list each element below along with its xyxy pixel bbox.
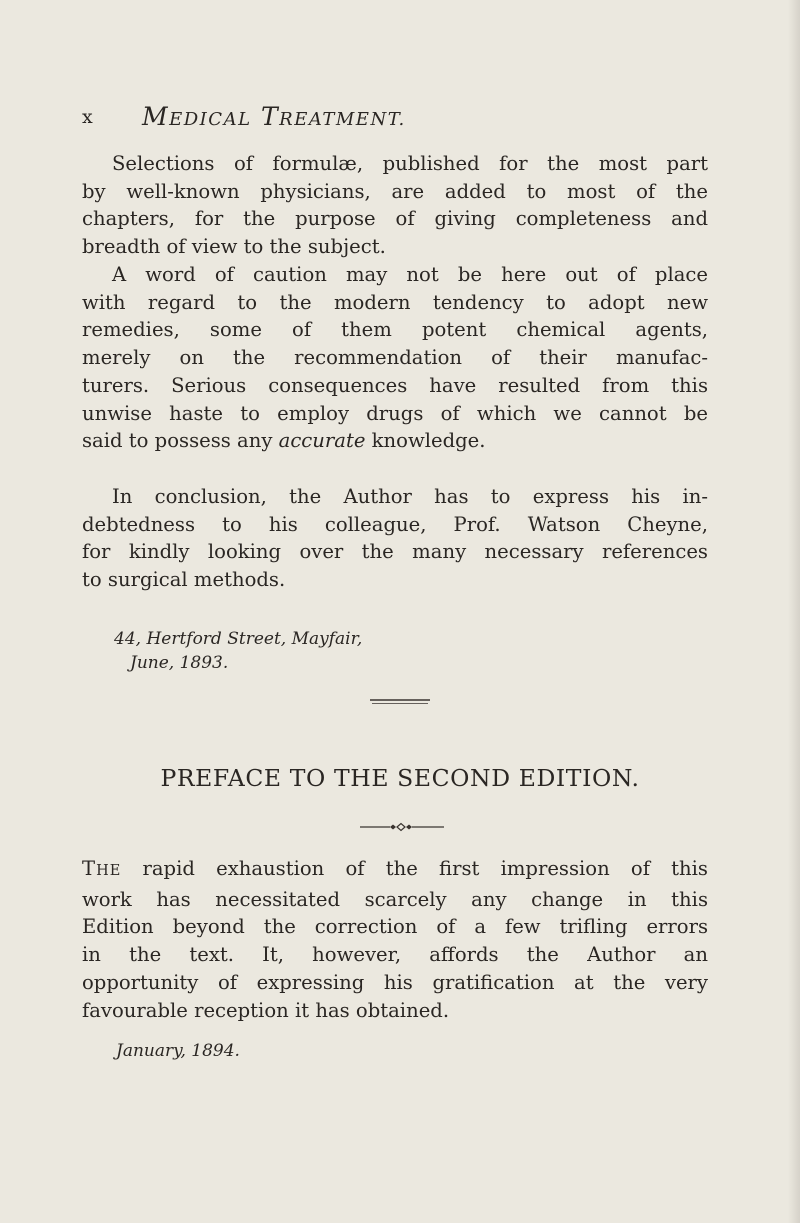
text-line: turers. Serious consequences have resulted from this — [82, 373, 708, 397]
text-line: chapters, for the purpose of giving completeness and — [82, 207, 708, 231]
second-edition-date: January, 1894. — [116, 1041, 240, 1061]
small-caps-rest: HE — [96, 863, 122, 879]
text-line: in the text. It, however, affords the Author an — [82, 943, 708, 967]
small-caps-the — [82, 857, 122, 880]
text-line — [82, 855, 708, 886]
paragraph-conclusion — [82, 483, 708, 594]
text-line: Selections of formulæ, published for the most part — [112, 152, 708, 175]
text-line: work has necessitated scarcely any change in this — [82, 887, 708, 911]
text-line: merely on the recommendation of their manufac- — [82, 346, 708, 370]
running-head — [82, 102, 682, 136]
running-title-cap-1: M — [142, 102, 170, 131]
text-line: Edition beyond the correction of a few trifling errors — [82, 915, 708, 939]
text-line: remedies, some of them potent chemical agents, — [82, 318, 708, 342]
text-line — [82, 427, 708, 455]
text-line: favourable reception it has obtained. — [82, 998, 450, 1022]
emphasis-accurate: accurate — [278, 429, 366, 453]
text-run: said to possess any — [82, 429, 279, 453]
text-line: by well-known physicians, are added to most of the — [82, 179, 708, 203]
ornament-divider — [360, 822, 444, 832]
text-line: for kindly looking over the many necessary references — [82, 540, 708, 564]
text-line: opportunity of expressing his gratification at the very — [82, 970, 708, 994]
text-run: rapid exhaustion of the first impression of this — [121, 857, 708, 880]
text-run: knowledge. — [365, 429, 486, 453]
text-line: unwise haste to employ drugs of which we cannot be — [82, 401, 708, 425]
text-line: breadth of view to the subject. — [82, 235, 386, 259]
running-title-cap-2: T — [260, 102, 280, 131]
signature-address: 44, Hertford Street, Mayfair, — [114, 629, 363, 649]
text-line: In conclusion, the Author has to express his in- — [112, 485, 708, 508]
running-title — [142, 102, 406, 131]
paragraph-caution — [82, 261, 708, 455]
text-line: with regard to the modern tendency to adopt new — [82, 290, 708, 314]
running-title-rest-1: EDICAL — [169, 109, 252, 130]
text-line: to surgical methods. — [82, 568, 286, 592]
section-heading: PREFACE TO THE SECOND EDITION. — [160, 764, 640, 792]
running-title-rest-2: REATMENT. — [279, 109, 406, 130]
text-line: A word of caution may not be here out of place — [112, 263, 708, 286]
paragraph-formulae — [82, 150, 708, 261]
page-edge-shadow — [788, 0, 800, 1223]
signature-date: June, 1893. — [130, 653, 229, 673]
page-number: x — [82, 106, 94, 128]
paragraph-second-edition — [82, 855, 708, 1024]
drop-cap: T — [82, 857, 97, 880]
text-line: debtedness to his colleague, Prof. Watson Cheyne, — [82, 512, 708, 536]
section-divider-rule — [370, 698, 430, 706]
